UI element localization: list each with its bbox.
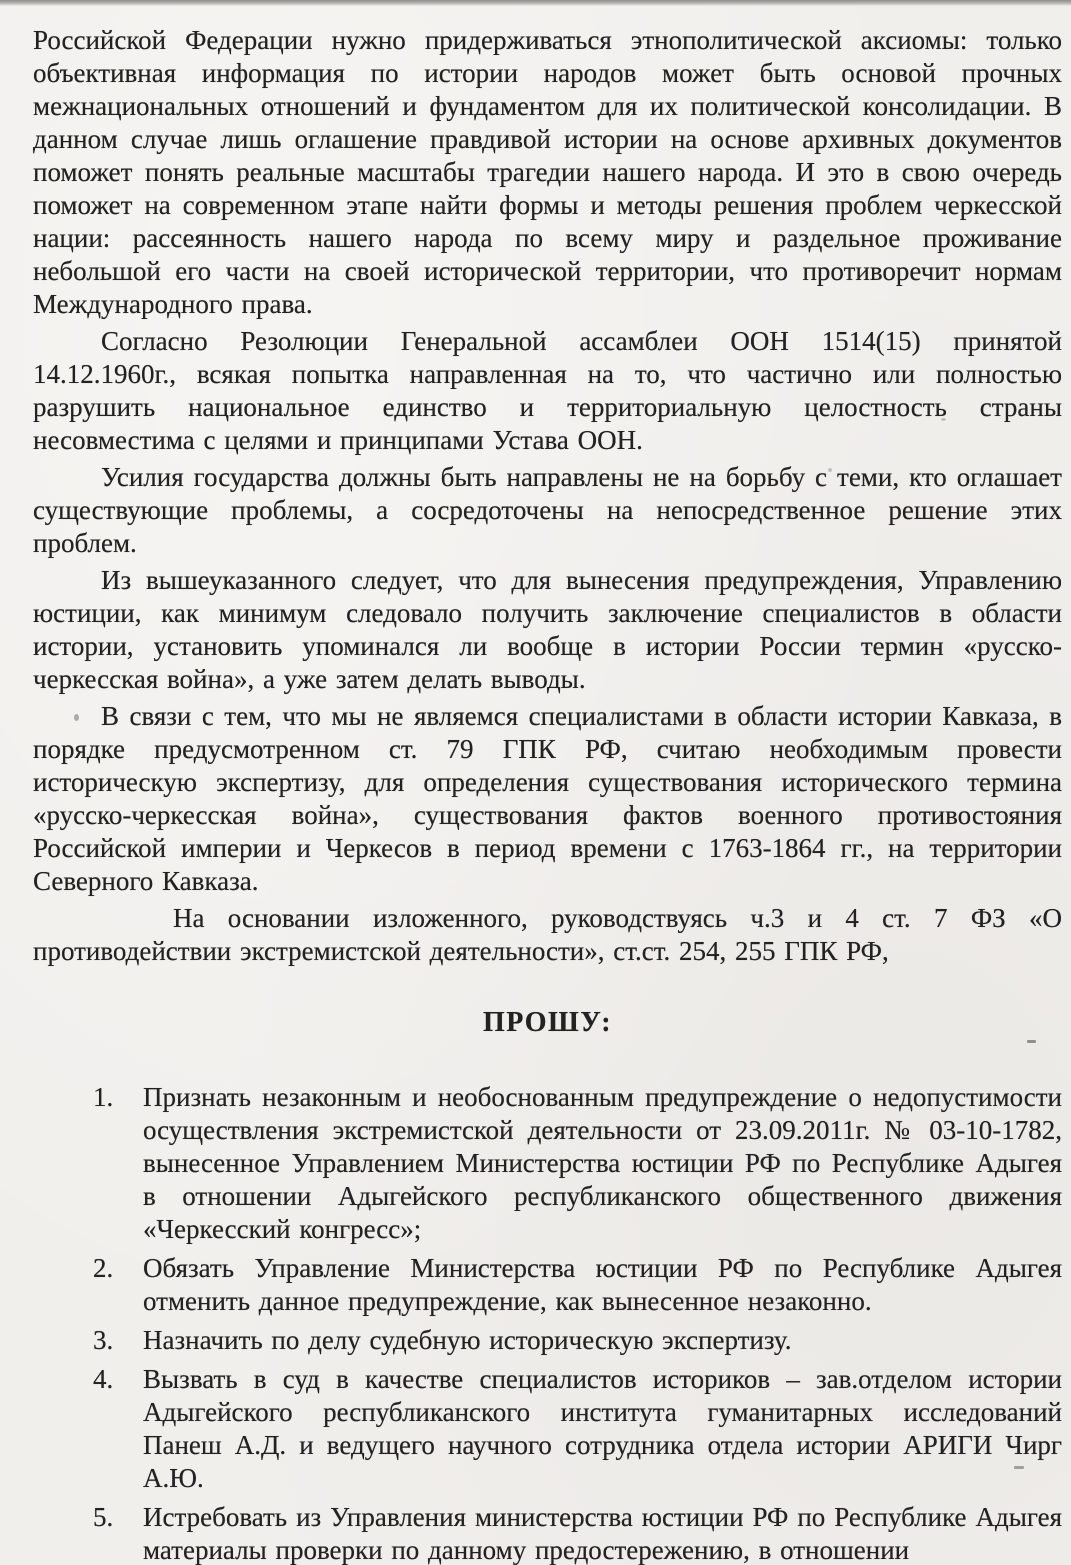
item-number: 1. bbox=[93, 1082, 114, 1112]
item-text: Назначить по делу судебную историческую экспертизу. bbox=[143, 1325, 792, 1355]
scan-speck bbox=[941, 418, 946, 421]
scan-speck bbox=[1027, 1040, 1036, 1043]
petition-heading: ПРОШУ: bbox=[482, 1007, 613, 1038]
paragraph: Согласно Резолюции Генеральной ассамблеи ООН 1514(15) принятой 14.12.1960г., всякая попытка направленная на то, что частично или полностью разрушить национальное единство и территориальную целостность страны несовместима с целями и принципами Устава ООН. bbox=[33, 326, 1062, 455]
petition-list bbox=[33, 1081, 1062, 1565]
item-text: Истребовать из Управления министерства юстиции РФ по Республике Адыгея материалы проверки по данному предостережению, в отношении bbox=[143, 1502, 1062, 1565]
paragraph: Российской Федерации нужно придерживаться этнополитической аксиомы: только объективная информация по истории народов может быть основой прочных межнациональных отношений и фундаментом для их политической консолидации. В данном случае лишь оглашение правдивой истории на основе архивных документов поможет понять реальные масштабы трагедии нашего народа. И это в свою очередь поможет на современном этапе найти формы и методы решения проблем черкесской нации: рассеянность нашего народа по всему миру и раздельное проживание небольшой его части на своей исторической территории, что противоречит нормам Международного права. bbox=[33, 25, 1062, 319]
scan-speck bbox=[74, 714, 79, 721]
item-number: 4. bbox=[93, 1364, 114, 1394]
scan-speck bbox=[828, 468, 832, 472]
item-text: Признать незаконным и необоснованным предупреждение о недопустимости осуществления экстремистской деятельности от 23.09.2011г. № 03-10-1782, вынесенное Управлением Министерства юстиции РФ по Республике Адыгея в отношении Адыгейского республиканского общественного движения «Черкесский конгресс»; bbox=[143, 1082, 1062, 1244]
petition-item bbox=[93, 1081, 1062, 1246]
paragraph: Из вышеуказанного следует, что для вынесения предупреждения, Управлению юстиции, как минимум следовало получить заключение специалистов в области истории, установить упоминался ли вообще в истории России термин «русско-черкесская война», а уже затем делать выводы. bbox=[33, 565, 1062, 694]
scan-speck bbox=[1014, 1466, 1024, 1469]
item-number: 5. bbox=[93, 1502, 114, 1532]
petition-item bbox=[93, 1252, 1062, 1318]
paragraph: На основании изложенного, руководствуясь ч.3 и 4 ст. 7 ФЗ «О противодействии экстремистской деятельности», ст.ст. 254, 255 ГПК РФ, bbox=[33, 903, 1062, 966]
item-number: 2. bbox=[93, 1253, 114, 1283]
item-text: Вызвать в суд в качестве специалистов историков – зав.отделом истории Адыгейского республиканского института гуманитарных исследований Панеш А.Д. и ведущего научного сотрудника отдела истории АРИГИ Чирг А.Ю. bbox=[143, 1364, 1062, 1493]
paragraph: Усилия государства должны быть направлены не на борьбу с теми, кто оглашает существующие проблемы, а сосредоточены на непосредственное решение этих проблем. bbox=[33, 462, 1062, 558]
item-text: Обязать Управление Министерства юстиции РФ по Республике Адыгея отменить данное предупреждение, как вынесенное незаконно. bbox=[143, 1253, 1062, 1316]
scanner-edge-artifact bbox=[0, 0, 1071, 6]
petition-item bbox=[93, 1324, 1062, 1357]
petition-item bbox=[93, 1363, 1062, 1495]
petition-item bbox=[93, 1501, 1062, 1565]
paragraph: В связи с тем, что мы не являемся специалистами в области истории Кавказа, в порядке предусмотренном ст. 79 ГПК РФ, считаю необходимым провести историческую экспертизу, для определения существования исторического термина «русско-черкесская война», существования фактов военного противостояния Российской империи и Черкесов в период времени с 1763-1864 гг., на территории Северного Кавказа. bbox=[33, 701, 1062, 896]
item-number: 3. bbox=[93, 1325, 114, 1355]
